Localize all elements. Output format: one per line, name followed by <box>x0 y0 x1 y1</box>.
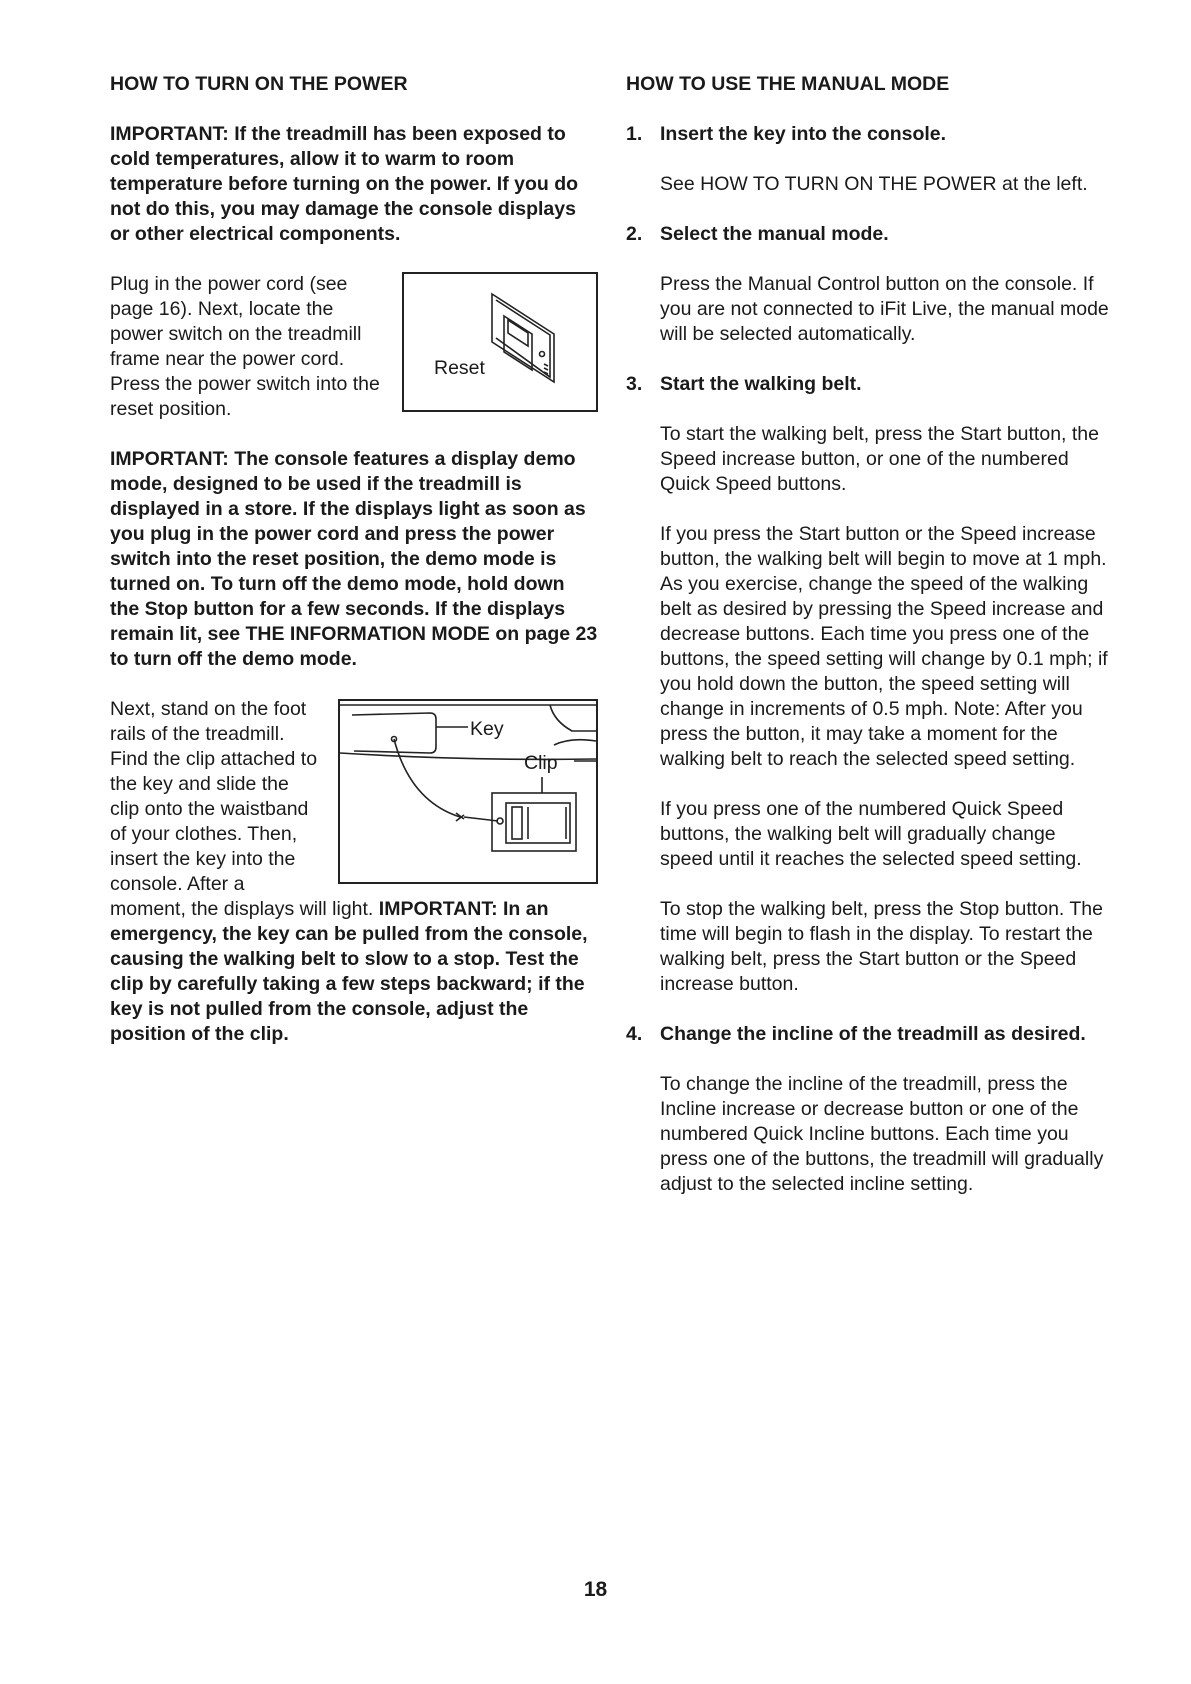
step-title-text: Insert the key into the console. <box>660 123 947 145</box>
manual-mode-heading: HOW TO USE THE MANUAL MODE <box>626 73 950 95</box>
step-title <box>626 372 1114 397</box>
reset-switch-drawing <box>404 274 596 410</box>
step-title-text: Start the walking belt. <box>660 373 862 395</box>
step-paragraph: To stop the walking belt, press the Stop button. The time will begin to flash in the display. To restart the walking belt, press the Start button or the Speed increase button. <box>660 898 1103 995</box>
step-number: 4. <box>626 1023 643 1045</box>
step-paragraph: To start the walking belt, press the Start button, the Speed increase button, or one of the numbered Quick Speed buttons. <box>660 423 1099 495</box>
step-title <box>626 122 1114 147</box>
step-title <box>626 222 1114 247</box>
plug-in-instructions: Plug in the power cord (see page 16). Next, locate the power switch on the treadmill frame near the power cord. Press the power switch into the reset position. <box>110 273 380 420</box>
reset-label: Reset <box>434 357 485 379</box>
left-column <box>110 72 598 1072</box>
reset-switch-figure <box>402 272 598 412</box>
step-item <box>626 222 1114 347</box>
right-column <box>626 72 1114 1222</box>
important-cold-warning: IMPORTANT: If the treadmill has been exposed to cold temperatures, allow it to warm to room temperature before turning on the power. If you do not do this, you may damage the console displays or other electrical components. <box>110 123 579 245</box>
step-paragraph: See HOW TO TURN ON THE POWER at the left. <box>660 173 1088 195</box>
step-number: 1. <box>626 123 643 145</box>
step-title-text: Select the manual mode. <box>660 223 889 245</box>
clip-label: Clip <box>524 752 558 774</box>
steps-list <box>626 122 1114 1197</box>
key-clip-figure <box>338 699 598 884</box>
step-paragraph: To change the incline of the treadmill, press the Incline increase or decrease button or one of the numbered Quick Incline buttons. Each time you press one of the buttons, the treadmill will gradually adjust to the selected incline setting. <box>660 1073 1104 1195</box>
page-number: 18 <box>583 1578 608 1601</box>
step-number: 3. <box>626 373 643 395</box>
step-item <box>626 122 1114 197</box>
step-title-text: Change the incline of the treadmill as desired. <box>660 1023 1086 1045</box>
step-paragraph: If you press one of the numbered Quick Speed buttons, the walking belt will gradually change speed until it reaches the selected speed setting. <box>660 798 1082 870</box>
step-number: 2. <box>626 223 643 245</box>
step-paragraph: Press the Manual Control button on the console. If you are not connected to iFit Live, the manual mode will be selected automatically. <box>660 273 1109 345</box>
key-clip-drawing <box>340 701 596 882</box>
step-item <box>626 1022 1114 1197</box>
power-heading: HOW TO TURN ON THE POWER <box>110 73 408 95</box>
step-item <box>626 372 1114 997</box>
step-title <box>626 1022 1114 1047</box>
important-emergency-key: IMPORTANT: In an emergency, the key can be pulled from the console, causing the walking belt to slow to a stop. Test the clip by carefully taking a few steps backward; if the key is not pulled from the console, adjust the position of the clip. <box>110 898 588 1045</box>
stand-text: Next, stand on the foot rails of the treadmill. Find the clip attached to the key and slide the clip onto the waistband of your clothes. Then, insert the key into the console. After a moment, the displays will light. <box>110 698 374 920</box>
key-label: Key <box>470 718 504 740</box>
step-paragraph: If you press the Start button or the Speed increase button, the walking belt will begin to move at 1 mph. As you exercise, change the speed of the walking belt as desired by pressing the Speed increase and decrease buttons. Each time you press one of the buttons, the speed setting will change by 0.1 mph; if you hold down the button, the speed setting will change in increments of 0.5 mph. Note: After you press the button, it may take a moment for the walking belt to reach the selected speed setting. <box>660 523 1108 770</box>
important-demo-mode: IMPORTANT: The console features a display demo mode, designed to be used if the treadmill is displayed in a store. If the displays light as soon as you plug in the power cord and press the power switch into the reset position, the demo mode is turned on. To turn off the demo mode, hold down the Stop button for a few seconds. If the displays remain lit, see THE INFORMATION MODE on page 23 to turn off the demo mode. <box>110 448 598 670</box>
